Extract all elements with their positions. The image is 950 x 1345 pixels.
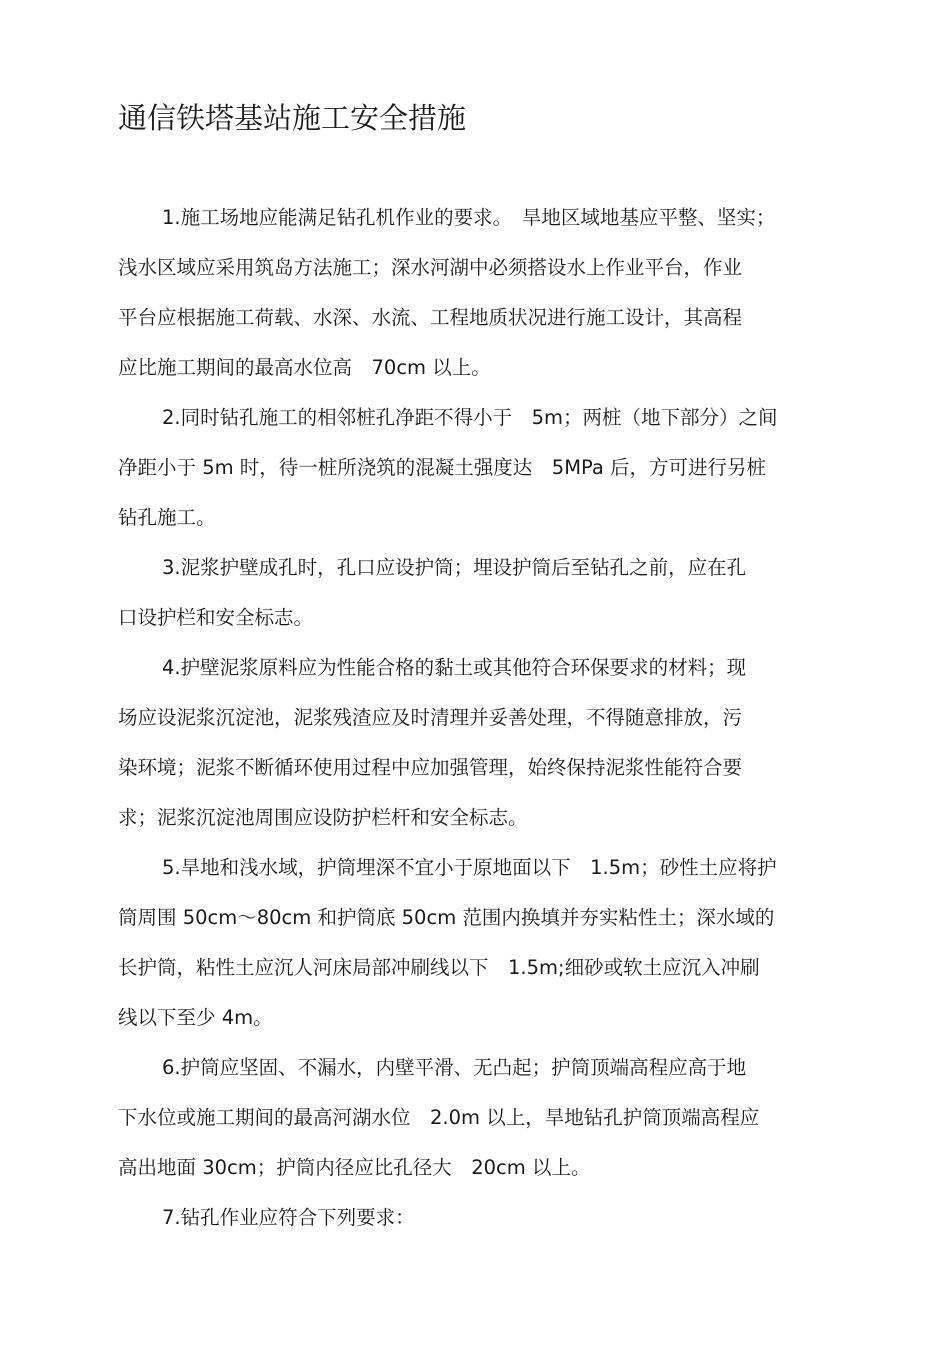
text-line: 线以下至少 4m。 (118, 1006, 273, 1029)
document-title: 通信铁塔基站施工安全措施 (118, 101, 467, 135)
text-line: 高出地面 30cm；护筒内径应比孔径大 20cm 以上。 (118, 1156, 591, 1179)
text-line: 场应设泥浆沉淀池，泥浆残渣应及时清理并妥善处理，不得随意排放，污 (118, 706, 743, 729)
text-line: 筒周围 50cm～80cm 和护筒底 50cm 范围内换填并夯实粘性土；深水域的 (118, 906, 775, 929)
text-line: 长护筒，粘性土应沉人河床局部冲刷线以下 1.5m;细砂或软土应沉入冲刷 (118, 956, 760, 979)
text-line: 浅水区域应采用筑岛方法施工；深水河湖中必须搭设水上作业平台，作业 (118, 256, 743, 279)
text-line: 1.施工场地应能满足钻孔机作业的要求。 旱地区域地基应平整、坚实； (162, 206, 776, 229)
text-line: 2.同时钻孔施工的相邻桩孔净距不得小于 5m；两桩（地下部分）之间 (162, 406, 778, 429)
text-line: 5.旱地和浅水域，护筒埋深不宜小于原地面以下 1.5m；砂性土应将护 (162, 856, 777, 879)
text-line: 4.护壁泥浆原料应为性能合格的黏土或其他符合环保要求的材料；现 (162, 656, 747, 679)
text-line: 平台应根据施工荷载、水深、水流、工程地质状况进行施工设计，其高程 (118, 306, 743, 329)
text-line: 钻孔施工。 (118, 506, 216, 529)
text-line: 求；泥浆沉淀池周围应设防护栏杆和安全标志。 (118, 806, 528, 829)
text-line: 6.护筒应坚固、不漏水，内壁平滑、无凸起；护筒顶端高程应高于地 (162, 1056, 747, 1079)
text-line: 口设护栏和安全标志。 (118, 606, 314, 629)
text-line: 染环境；泥浆不断循环使用过程中应加强管理，始终保持泥浆性能符合要 (118, 756, 743, 779)
text-line: 下水位或施工期间的最高河湖水位 2.0m 以上，旱地钻孔护筒顶端高程应 (118, 1106, 760, 1129)
text-line: 7.钻孔作业应符合下列要求： (162, 1206, 415, 1229)
text-line: 净距小于 5m 时，待一桩所浇筑的混凝土强度达 5MPa 后，方可进行另桩 (118, 456, 767, 479)
text-line: 3.泥浆护壁成孔时，孔口应设护筒；埋设护筒后至钻孔之前，应在孔 (162, 556, 747, 579)
text-line: 应比施工期间的最高水位高 70cm 以上。 (118, 356, 491, 379)
